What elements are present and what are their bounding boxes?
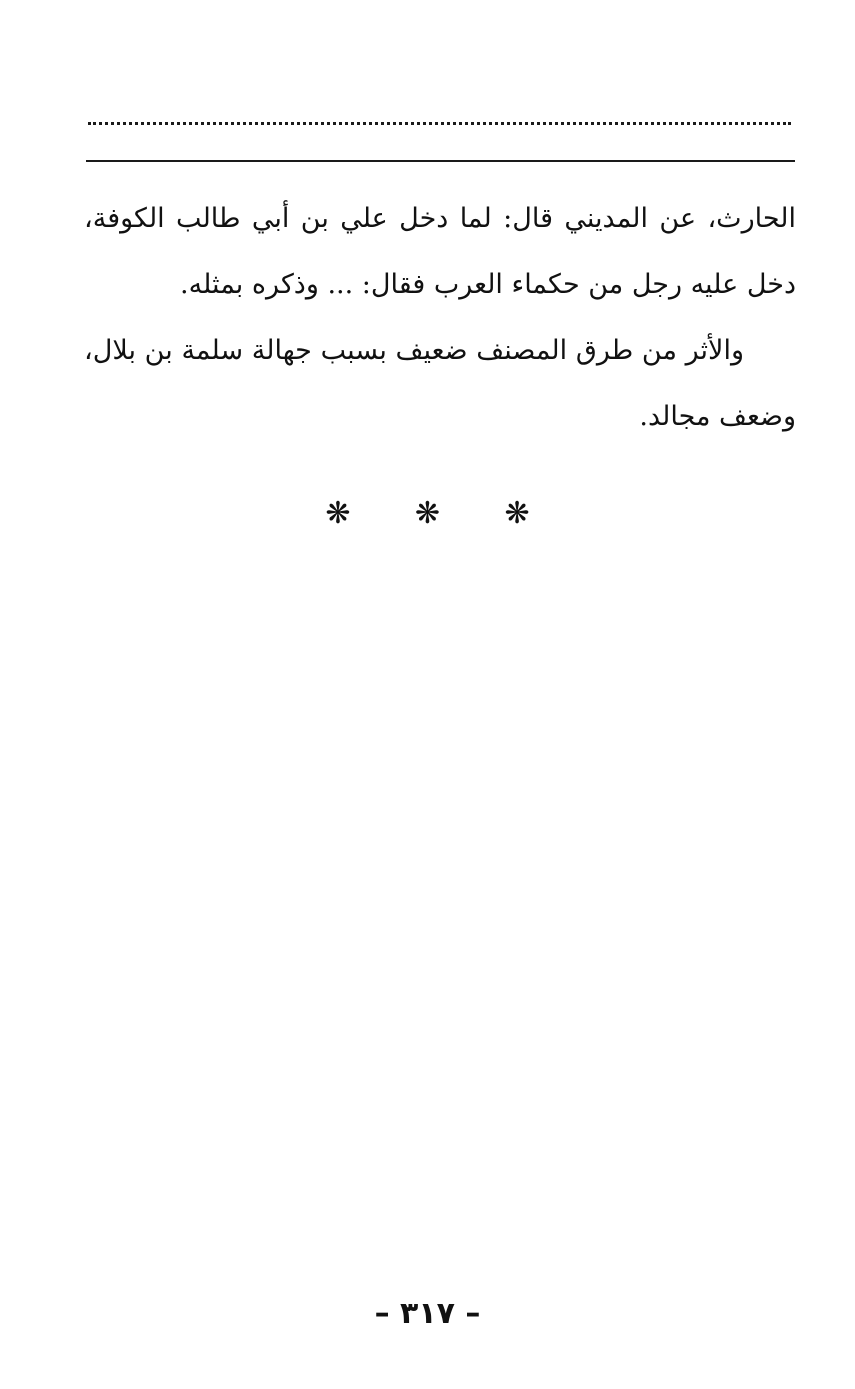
dotted-rule xyxy=(88,122,791,125)
asterism-icon: ❋ xyxy=(325,496,351,531)
footnote-separator-rule xyxy=(86,160,795,162)
footnote-paragraph: الحارث، عن المديني قال: لما دخل علي بن أبي طالب الكوفة، دخل عليه رجل من حكماء العرب فقال: ... وذكره بمثله. xyxy=(84,203,796,300)
footnote-paragraph: والأثر من طرق المصنف ضعيف بسبب جهالة سلمة بن بلال، وضعف مجالد. xyxy=(84,335,796,432)
footnote-block xyxy=(84,186,796,450)
page-number: – ٣١٧ – xyxy=(374,1296,481,1331)
section-separator xyxy=(0,494,855,534)
asterism-icon: ❋ xyxy=(414,496,441,531)
asterism-icon: ❋ xyxy=(504,496,530,531)
